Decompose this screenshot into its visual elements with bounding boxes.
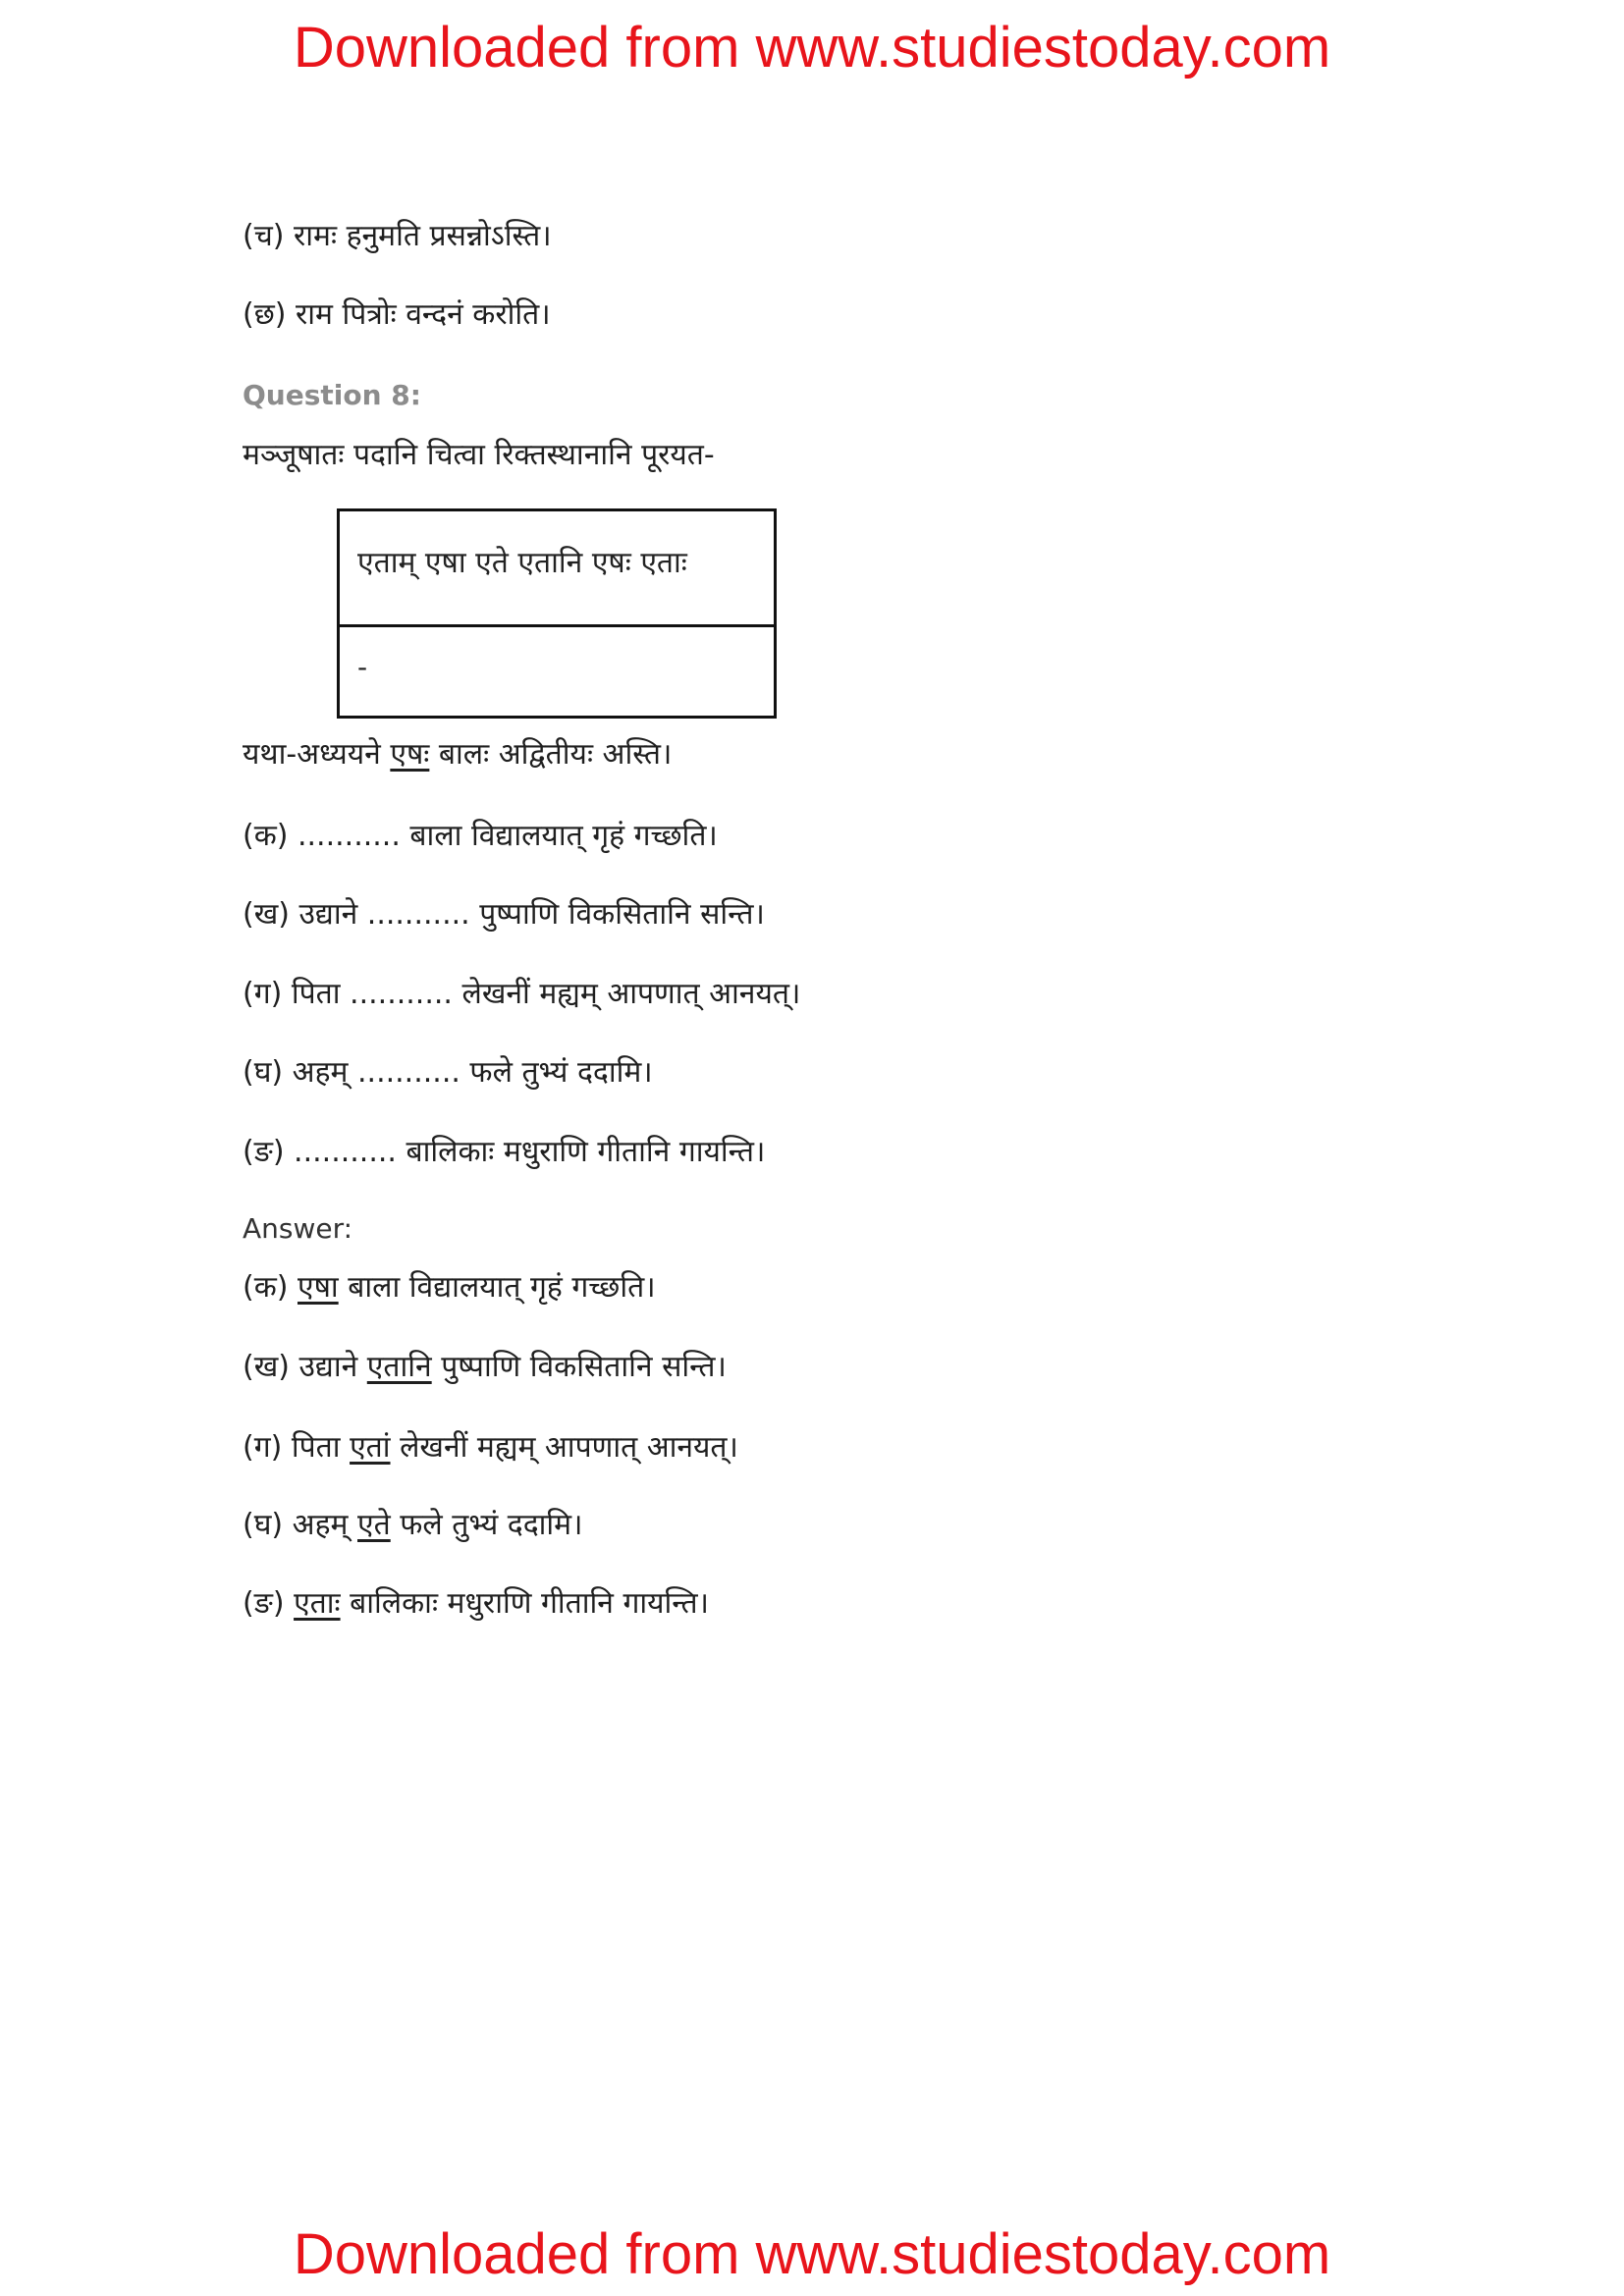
answer-item-nga xyxy=(243,1586,709,1621)
answer-item-ga xyxy=(243,1430,738,1465)
answer-heading: Answer: xyxy=(243,1212,353,1245)
answer-suffix: पुष्पाणि विकसितानि सन्ति। xyxy=(431,1350,727,1384)
question-item-ka: (क) ........... बाला विद्यालयात् गृहं गच्छति। xyxy=(243,819,718,853)
answer-word: एषा xyxy=(297,1270,339,1305)
answer-word: एतानि xyxy=(366,1350,432,1384)
example-suffix: बालः अद्वितीयः अस्ति। xyxy=(429,737,673,772)
word-bank-second-row: - xyxy=(357,651,368,683)
question-item-kha: (ख) उद्याने ........... पुष्पाणि विकसितानि सन्ति। xyxy=(243,897,765,932)
footer-watermark: Downloaded from www.studiestoday.com xyxy=(293,2222,1331,2286)
question-heading: Question 8: xyxy=(243,379,421,411)
word-bank-words: एताम् एषा एते एतानि एषः एताः xyxy=(340,511,774,627)
answer-prefix: (क) xyxy=(243,1270,298,1305)
answer-prefix: (ग) पिता xyxy=(243,1430,351,1465)
answer-word: एताः xyxy=(294,1586,341,1621)
answer-prefix: (ङ) xyxy=(243,1586,295,1621)
word-bank-box xyxy=(337,508,777,719)
answer-suffix: बाला विद्यालयात् गृहं गच्छति। xyxy=(338,1270,656,1305)
header-watermark: Downloaded from www.studiestoday.com xyxy=(293,16,1331,80)
answer-item-ka xyxy=(243,1270,656,1305)
example-sentence xyxy=(243,737,673,772)
example-answer: एषः xyxy=(390,737,430,772)
answer-suffix: लेखनीं मह्यम् आपणात् आनयत्। xyxy=(390,1430,738,1465)
answer-item-gha xyxy=(243,1508,583,1542)
answer-prefix: (ख) उद्याने xyxy=(243,1350,367,1384)
prior-item-chha: (छ) राम पित्रोः वन्दनं करोति। xyxy=(243,297,551,332)
answer-prefix: (घ) अहम् xyxy=(243,1508,358,1542)
question-instruction: मञ्जूषातः पदानि चित्वा रिक्तस्थानानि पूरयत- xyxy=(243,438,715,472)
answer-word: एतां xyxy=(350,1430,391,1465)
answer-suffix: फले तुभ्यं ददामि। xyxy=(390,1508,583,1542)
answer-word: एते xyxy=(357,1508,391,1542)
example-prefix: यथा-अध्ययने xyxy=(243,737,391,772)
answer-item-kha xyxy=(243,1350,727,1384)
prior-item-cha: (च) रामः हनुमति प्रसन्नोऽस्ति। xyxy=(243,219,552,253)
question-item-gha: (घ) अहम् ........... फले तुभ्यं ददामि। xyxy=(243,1055,653,1090)
answer-suffix: बालिकाः मधुराणि गीतानि गायन्ति। xyxy=(340,1586,709,1621)
question-item-ga: (ग) पिता ........... लेखनीं मह्यम् आपणात् आनयत्। xyxy=(243,977,801,1011)
question-item-nga: (ङ) ........... बालिकाः मधुराणि गीतानि गायन्ति। xyxy=(243,1135,766,1169)
